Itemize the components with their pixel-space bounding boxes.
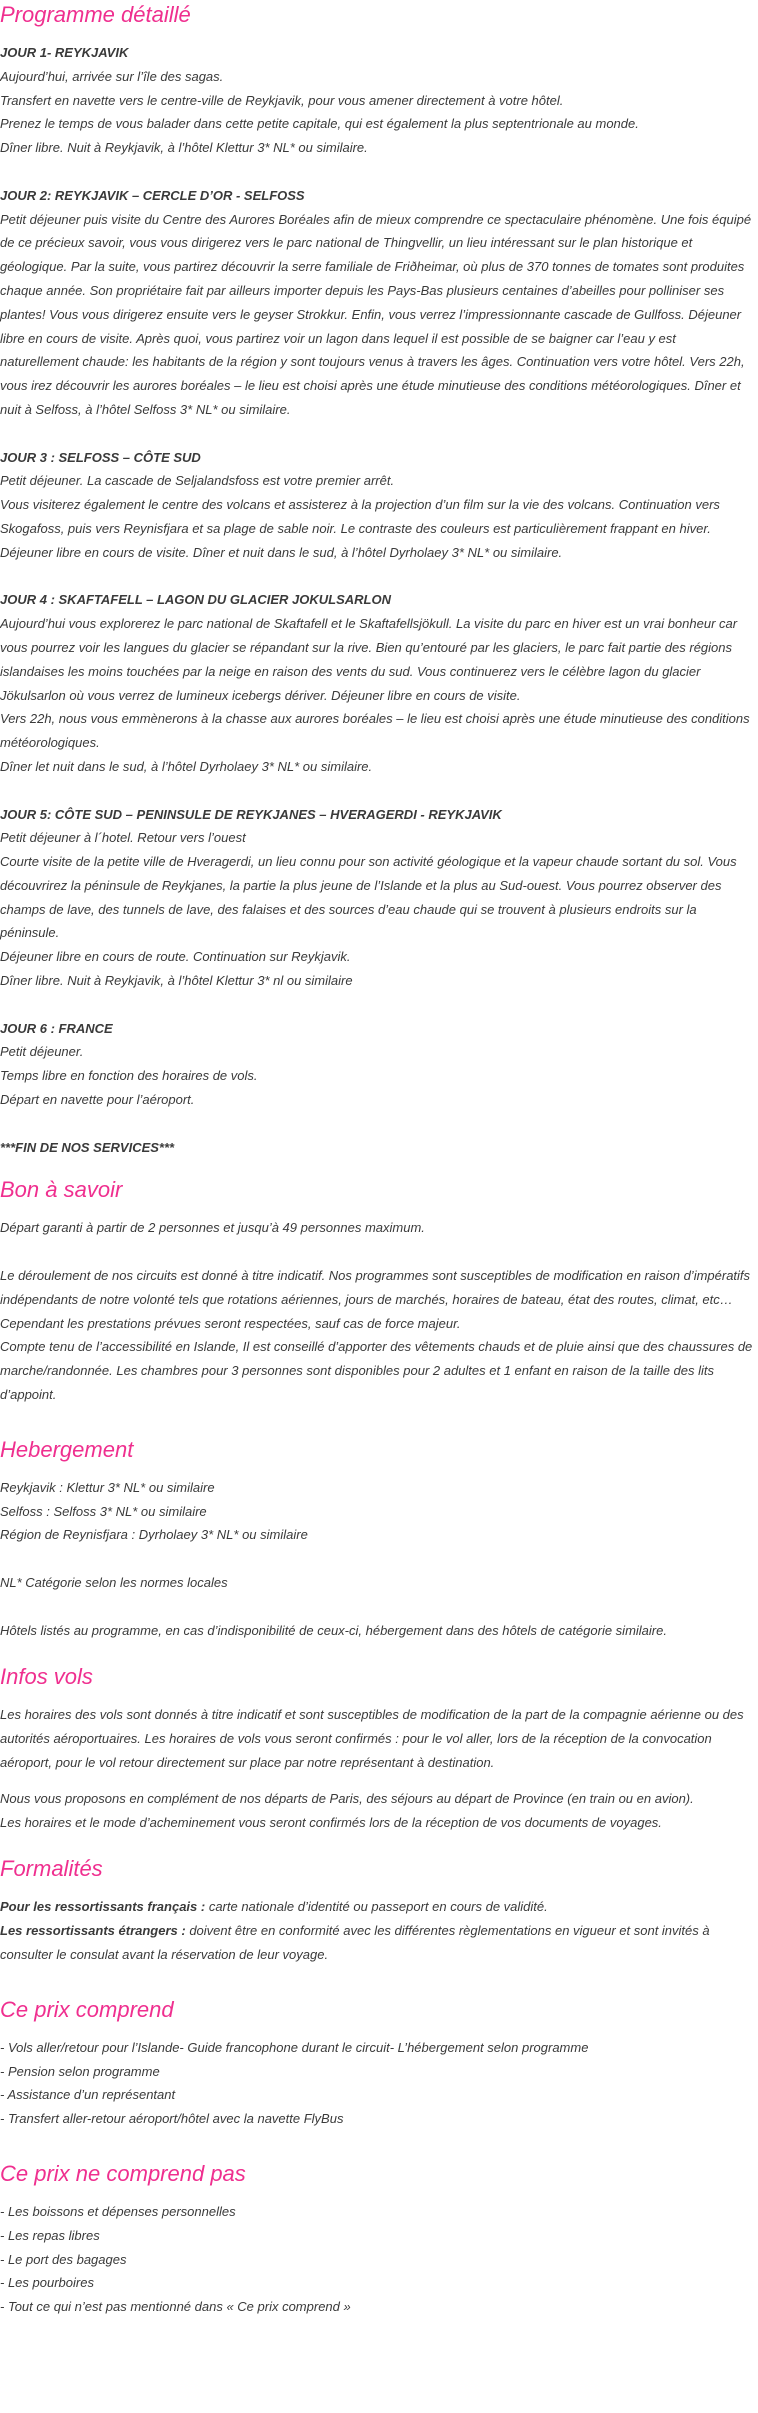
spacer bbox=[0, 565, 758, 589]
hotel-item: Région de Reynisfjara : Dyrholaey 3* NL* ou similaire bbox=[0, 1527, 308, 1543]
formalites-fr-text: carte nationale d’identité ou passeport en cours de validité. bbox=[205, 1899, 548, 1915]
day-6-line: Petit déjeuner. bbox=[0, 1044, 84, 1060]
infos-vols-para: Les horaires des vols sont donnés à titre indicatif et sont susceptibles de modification de la part de la compagnie aérienne ou des autorités aéroportuaires. Les horaires de vols vous seront confirmés : pour le vol aller, lors de la réception de la convocation aéroport, pour le vol retour directement sur place par notre représentant à destination. bbox=[0, 1707, 744, 1770]
day-2-line: Petit déjeuner puis visite du Centre des Aurores Boréales afin de mieux comprendre ce spectaculaire phénomène. Une fois équipé de ce précieux savoir, vous vous dirigerez vers le parc national de Thingvellir, un lieu intéressant sur le plan historique et géologique. Par la suite, vous partirez découvrir la serre familiale de Friðheimar, où plus de 370 tonnes de tomates sont produites chaque année. Son propriétaire fait par ailleurs importer depuis les Pays-Bas plusieurs centaines d’abeilles pour polliniser ses plantes! Vous vous dirigerez ensuite vers le geyser Strokkur. Enfin, vous verrez l’impressionnante cascade de Gullfoss. Déjeuner libre en cours de visite. Après quoi, vous partirez voir un lagon dans lequel il est possible de se baigner car l’eau y est naturellement chaude: les habitants de la région y sont toujours venus à travers les âges. Continuation vers votre hôtel. Vers 22h, vous irez découvrir les aurores boréales – le lieu est choisi après une étude minutieuse des conditions météorologiques. Dîner et nuit à Selfoss, à l’hôtel Selfoss 3* NL* ou similaire. bbox=[0, 211, 752, 417]
day-4-line: Dîner let nuit dans le sud, à l’hôtel Dyrholaey 3* NL* ou similaire. bbox=[0, 758, 373, 774]
infos-vols-para: Nous vous proposons en complément de nos départs de Paris, des séjours au départ de Province (en train ou en avion). bbox=[0, 1790, 694, 1806]
infos-vols-body bbox=[0, 1703, 758, 1834]
day-6-line: Départ en navette pour l’aéroport. bbox=[0, 1092, 195, 1108]
day-1-line: Dîner libre. Nuit à Reykjavik, à l’hôtel Klettur 3* NL* ou similaire. bbox=[0, 140, 368, 156]
prix-ne-comprend-item: - Les pourboires bbox=[0, 2275, 94, 2291]
day-4-line: Vers 22h, nous vous emmènerons à la chasse aux aurores boréales – le lieu est choisi après une étude minutieuse des conditions météorologiques. bbox=[0, 711, 750, 751]
day-1-line: Aujourd’hui, arrivée sur l’île des sagas. bbox=[0, 68, 224, 84]
day-3-heading: JOUR 3 : SELFOSS – CÔTE SUD bbox=[0, 449, 201, 465]
hotel-item: Selfoss : Selfoss 3* NL* ou similaire bbox=[0, 1503, 207, 1519]
spacer bbox=[0, 779, 758, 803]
spacer bbox=[0, 1112, 758, 1136]
day-5-heading: JOUR 5: CÔTE SUD – PENINSULE DE REYKJANES – HVERAGERDI - REYKJAVIK bbox=[0, 806, 502, 822]
prix-comprend-item: - Pension selon programme bbox=[0, 2063, 160, 2079]
hebergement-footer: Hôtels listés au programme, en cas d’indisponibilité de ceux-ci, hébergement dans des hôtels de catégorie similaire. bbox=[0, 1622, 667, 1638]
day-6-line: Temps libre en fonction des horaires de vols. bbox=[0, 1068, 258, 1084]
day-4-heading: JOUR 4 : SKAFTAFELL – LAGON DU GLACIER JOKULSARLON bbox=[0, 592, 391, 608]
prix-ne-comprend-item: - Tout ce qui n’est pas mentionné dans « Ce prix comprend » bbox=[0, 2299, 351, 2315]
bon-a-savoir-intro: Départ garanti à partir de 2 personnes et jusqu’à 49 personnes maximum. bbox=[0, 1220, 425, 1236]
hebergement-note: NL* Catégorie selon les normes locales bbox=[0, 1575, 228, 1591]
prix-comprend-item: - Assistance d’un représentant bbox=[0, 2087, 176, 2103]
prix-comprend-item: - Vols aller/retour pour l’Islande- Guide francophone durant le circuit- L’hébergement selon programme bbox=[0, 2039, 589, 2055]
formalites-etr-text: doivent être en conformité avec les différentes règlementations en vigueur et sont invités à consulter le consulat avant la réservation de leur voyage. bbox=[0, 1923, 710, 1962]
spacer bbox=[0, 1775, 758, 1787]
formalites-title: Formalités bbox=[0, 1856, 103, 1882]
formalites-etr-label: Les ressortissants étrangers : bbox=[0, 1923, 186, 1939]
day-4-line: Aujourd’hui vous explorerez le parc national de Skaftafell et le Skaftafellsjökull. La visite du parc en hiver est un vrai bonheur car vous pourrez voir les langues du glacier se répandant sur la rive. Bien qu’entouré par les glaciers, le parc fait partie des régions islandaises les moins touchées par la neige en raison des vents du sud. Vous continuerez vers le célèbre lagon du glacier Jökulsarlon où vous verrez de lumineux icebergs dériver. Déjeuner libre en cours de visite. bbox=[0, 616, 738, 703]
infos-vols-title: Infos vols bbox=[0, 1664, 93, 1690]
prix-ne-comprend-item: - Les repas libres bbox=[0, 2227, 100, 2243]
day-5-line: Déjeuner libre en cours de route. Continuation sur Reykjavik. bbox=[0, 949, 351, 965]
prix-comprend-item: - Transfert aller-retour aéroport/hôtel avec la navette FlyBus bbox=[0, 2111, 344, 2127]
spacer bbox=[0, 1595, 758, 1619]
programme-title: Programme détaillé bbox=[0, 2, 191, 27]
formalites-fr bbox=[0, 1895, 758, 1919]
infos-vols-para: Les horaires et le mode d’acheminement vous seront confirmés lors de la réception de vos documents de voyages. bbox=[0, 1814, 662, 1830]
prix-ne-comprend-title: Ce prix ne comprend pas bbox=[0, 2160, 246, 2186]
day-5-line: Dîner libre. Nuit à Reykjavik, à l’hôtel Klettur 3* nl ou similaire bbox=[0, 973, 353, 989]
prix-comprend-title: Ce prix comprend bbox=[0, 1996, 174, 2022]
programme-body bbox=[0, 41, 758, 1159]
spacer bbox=[0, 1547, 758, 1571]
formalites-body bbox=[0, 1895, 758, 1966]
spacer bbox=[0, 1240, 758, 1264]
formalites-etr bbox=[0, 1919, 758, 1967]
prix-comprend-list bbox=[0, 2036, 758, 2131]
day-1-heading: JOUR 1- REYKJAVIK bbox=[0, 45, 129, 60]
bon-a-savoir-body bbox=[0, 1216, 758, 1406]
day-3-line: Vous visiterez également le centre des volcans et assisterez à la projection d’un film sur la vie des volcans. Continuation vers Skogafoss, puis vers Reynisfjara et sa plage de sable noir. Le contraste des couleurs est particulièrement frappant en hiver. bbox=[0, 497, 720, 536]
day-3-line: Petit déjeuner. La cascade de Seljalandsfoss est votre premier arrêt. bbox=[0, 473, 395, 489]
day-1-line: Prenez le temps de vous balader dans cette petite capitale, qui est également la plus septentrionale au monde. bbox=[0, 116, 639, 132]
hotel-item: Reykjavik : Klettur 3* NL* ou similaire bbox=[0, 1479, 215, 1495]
end-of-services: ***FIN DE NOS SERVICES*** bbox=[0, 1139, 175, 1155]
hebergement-title: Hebergement bbox=[0, 1436, 134, 1462]
prix-ne-comprend-item: - Le port des bagages bbox=[0, 2251, 127, 2267]
spacer bbox=[0, 160, 758, 184]
bon-a-savoir-line: Compte tenu de l’accessibilité en Islande, Il est conseillé d’apporter des vêtements chauds et de pluie ainsi que des chaussures de marche/randonnée. Les chambres pour 3 personnes sont disponibles pour 2 adultes et 1 enfant en raison de la taille des lits d’appoint. bbox=[0, 1339, 753, 1403]
prix-ne-comprend-list bbox=[0, 2200, 758, 2319]
formalites-fr-label: Pour les ressortissants français : bbox=[0, 1899, 206, 1915]
day-5-line: Petit déjeuner à l´hotel. Retour vers l’ouest bbox=[0, 830, 246, 846]
day-1-line: Transfert en navette vers le centre-ville de Reykjavik, pour vous amener directement à votre hôtel. bbox=[0, 92, 564, 108]
hebergement-body bbox=[0, 1476, 758, 1643]
day-2-heading: JOUR 2: REYKJAVIK – CERCLE D’OR - SELFOSS bbox=[0, 187, 305, 203]
spacer bbox=[0, 993, 758, 1017]
spacer bbox=[0, 422, 758, 446]
bon-a-savoir-line: Le déroulement de nos circuits est donné à titre indicatif. Nos programmes sont susceptibles de modification en raison d’impératifs indépendants de notre volonté tels que rotations aériennes, jours de marchés, horaires de bateau, état des routes, climat, etc… Cependant les prestations prévues seront respectées, sauf cas de force majeur. bbox=[0, 1268, 751, 1331]
day-6-heading: JOUR 6 : FRANCE bbox=[0, 1020, 113, 1036]
bon-a-savoir-title: Bon à savoir bbox=[0, 1177, 123, 1203]
day-5-line: Courte visite de la petite ville de Hveragerdi, un lieu connu pour son activité géologique et la vapeur chaude sortant du sol. Vous découvrirez la péninsule de Reykjanes, la partie la plus jeune de l’Islande et la plus au Sud-ouest. Vous pourrez observer des champs de lave, des tunnels de lave, des falaises et des sources d’eau chaude qui se trouvent à plusieurs endroits sur la péninsule. bbox=[0, 854, 737, 941]
prix-ne-comprend-item: - Les boissons et dépenses personnelles bbox=[0, 2203, 236, 2219]
day-3-line: Déjeuner libre en cours de visite. Dîner et nuit dans le sud, à l’hôtel Dyrholaey 3* NL* ou similaire. bbox=[0, 544, 563, 560]
